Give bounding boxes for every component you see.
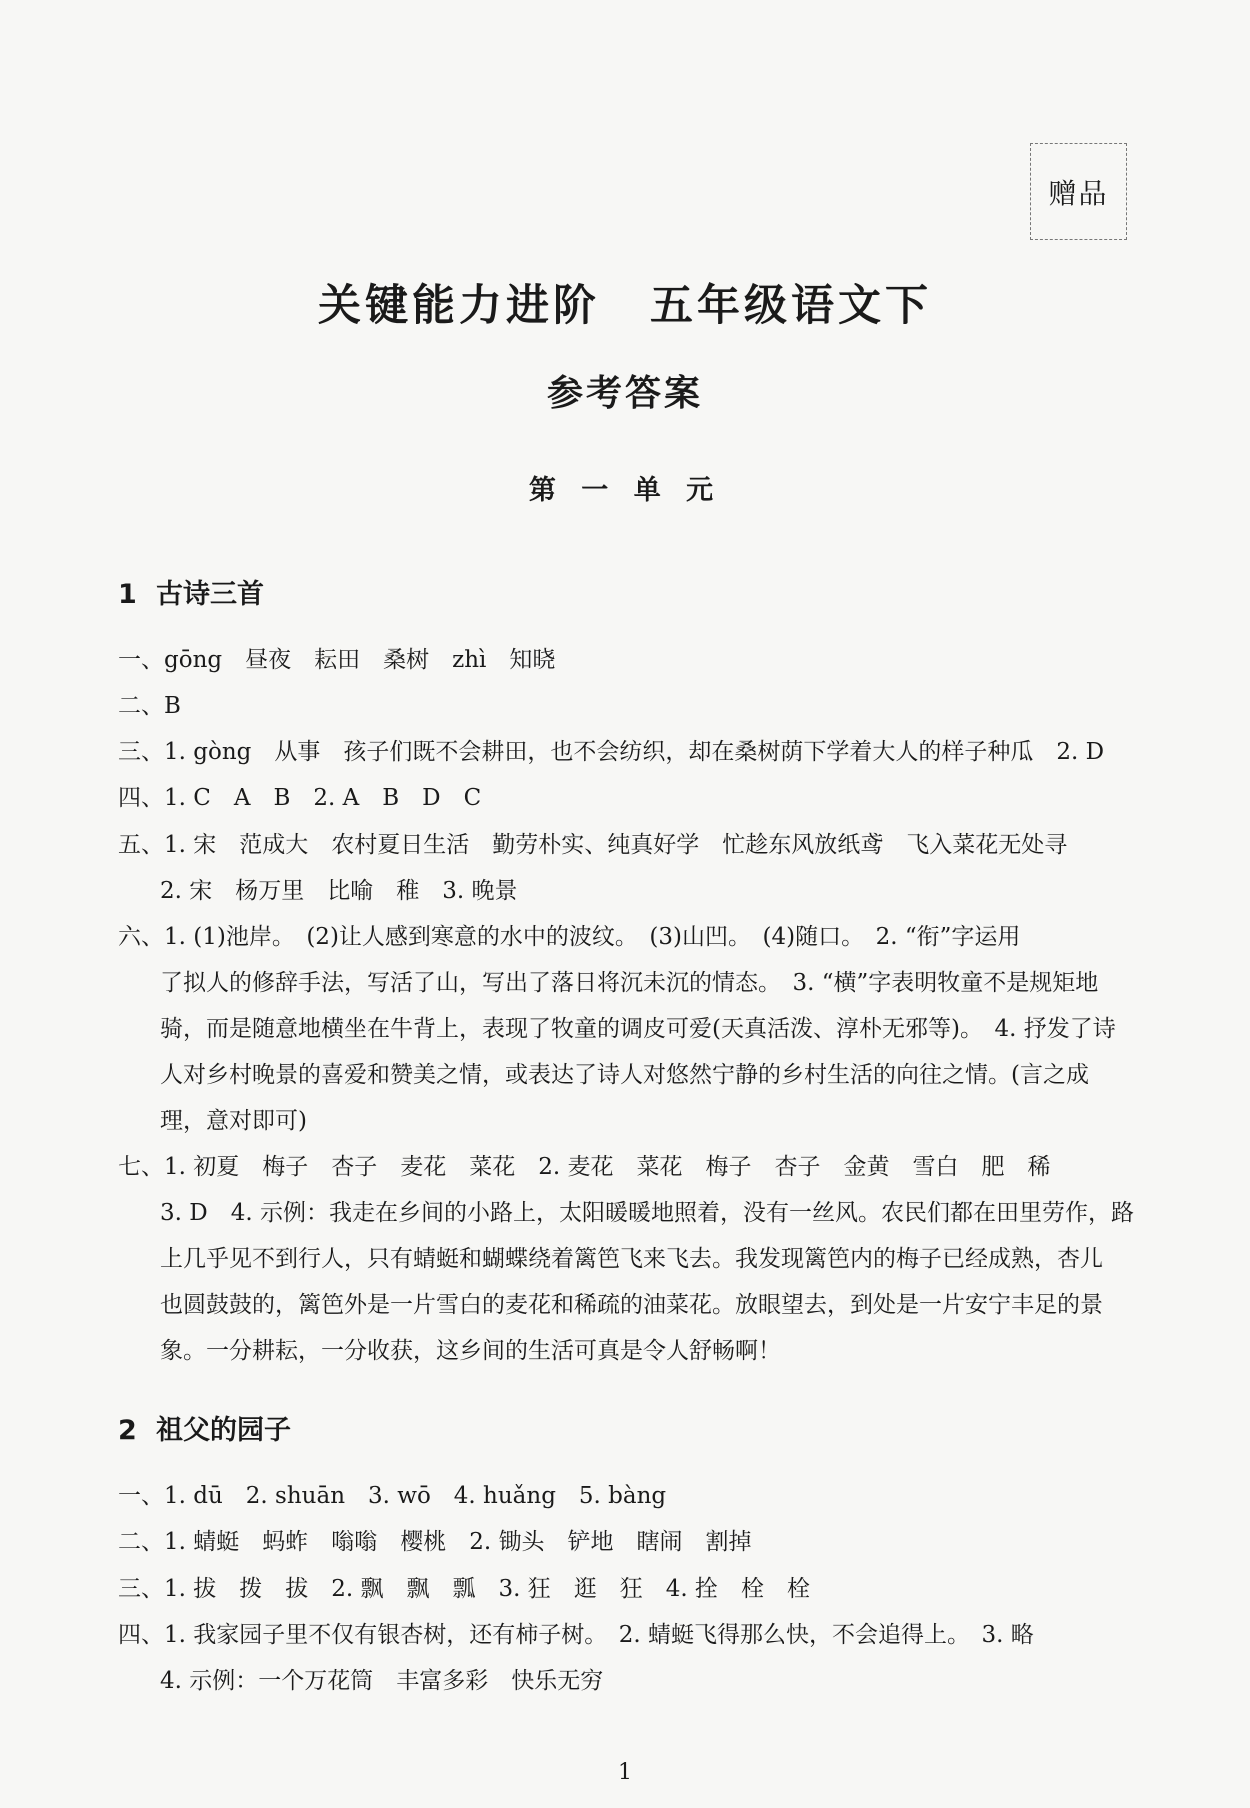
page-number: 1 [618,1760,632,1785]
answer-line: 人对乡村晚景的喜爱和赞美之情，或表达了诗人对悠然宁静的乡村生活的向往之情。(言之成 [160,1062,1089,1088]
answer-line: 2. 宋 杨万里 比喻 稚 3. 晚景 [160,878,518,904]
section-title: 祖父的园子 [156,1415,291,1446]
section-title: 古诗三首 [156,579,264,610]
answer-line: 四、1. 我家园子里不仅有银杏树，还有柿子树。 2. 蜻蜓飞得那么快，不会追得上。 3. 略 [118,1622,1034,1648]
answer-line: 4. 示例：一个万花筒 丰富多彩 快乐无穷 [160,1668,604,1694]
answer-line: 六、1. (1)池岸。 (2)让人感到寒意的水中的波纹。 (3)山凹。 (4)随口。 2. “衔”字运用 [118,924,1021,950]
answer-line: 五、1. 宋 范成大 农村夏日生活 勤劳朴实、纯真好学 忙趁东风放纸鸢 飞入菜花无处寻 [118,832,1068,858]
answer-line: 也圆鼓鼓的，篱笆外是一片雪白的麦花和稀疏的油菜花。放眼望去，到处是一片安宁丰足的景 [160,1292,1103,1318]
section-number: 1 [118,579,137,610]
answer-line: 骑，而是随意地横坐在牛背上，表现了牧童的调皮可爱(天真活泼、淳朴无邪等)。 4. 抒发了诗 [160,1016,1116,1042]
answer-line: 三、1. 拔 拨 拔 2. 飘 飘 瓢 3. 狂 逛 狂 4. 拴 栓 栓 [118,1576,811,1602]
answer-line: 四、1. C A B 2. A B D C [118,785,482,811]
section-heading [118,1408,291,1447]
title-right: 五年级语文下 [650,281,932,331]
answer-line: 二、1. 蜻蜓 蚂蚱 嗡嗡 樱桃 2. 锄头 铲地 瞎闹 割掉 [118,1529,752,1555]
answer-line: 一、1. dū 2. shuān 3. wō 4. huǎng 5. bàng [118,1483,667,1509]
title-left: 关键能力进阶 [318,281,600,331]
answer-line: 理，意对即可) [160,1108,307,1134]
answer-line: 了拟人的修辞手法，写活了山，写出了落日将沉未沉的情态。 3. “横”字表明牧童不是规矩地 [160,970,1099,996]
section-heading [118,572,264,611]
answer-line: 上几乎见不到行人，只有蜻蜓和蝴蝶绕着篱笆飞来飞去。我发现篱笆内的梅子已经成熟，杏儿 [160,1246,1103,1272]
unit-heading: 第 一 单 元 [528,475,722,506]
answer-line: 三、1. gòng 从事 孩子们既不会耕田，也不会纺织，却在桑树荫下学着大人的样子种瓜 2. D [118,739,1105,765]
answer-line: 3. D 4. 示例：我走在乡间的小路上，太阳暖暖地照着，没有一丝风。农民们都在田里劳作，路 [160,1200,1134,1226]
answer-line: 一、gōng 昼夜 耘田 桑树 zhì 知晓 [118,647,556,673]
section-number: 2 [118,1415,137,1446]
page-subtitle: 参考答案 [546,373,703,414]
gift-stamp: 赠品 [1030,143,1127,240]
answer-line: 七、1. 初夏 梅子 杏子 麦花 菜花 2. 麦花 菜花 梅子 杏子 金黄 雪白 肥 稀 [118,1154,1051,1180]
book-title [0,272,1250,333]
answer-line: 象。一分耕耘，一分收获，这乡间的生活可真是令人舒畅啊！ [160,1338,781,1364]
answer-line: 二、B [118,693,181,719]
